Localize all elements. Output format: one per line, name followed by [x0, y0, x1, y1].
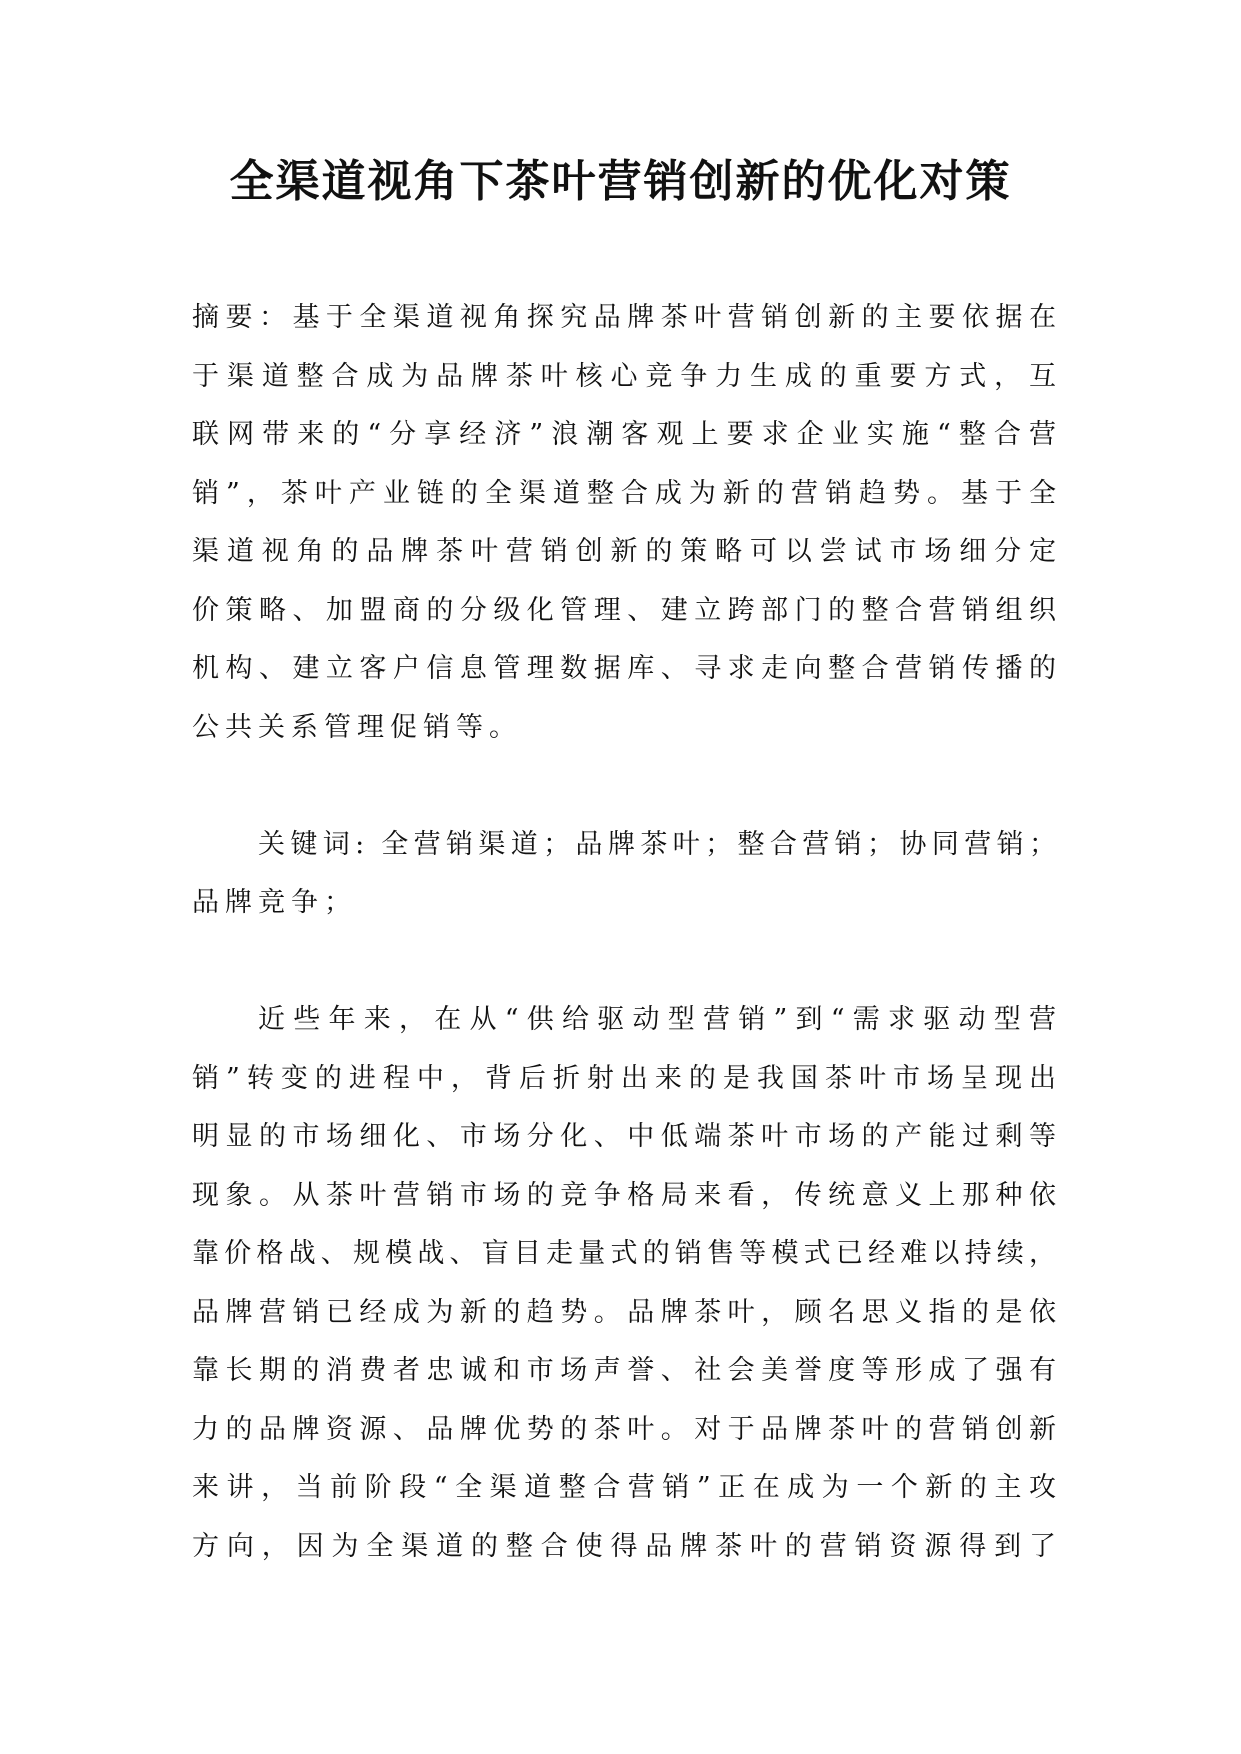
body-line: 品牌营销已经成为新的趋势。品牌茶叶，顾名思义指的是依	[192, 1296, 1059, 1328]
keywords-line: 关键词: 全营销渠道；品牌茶叶；整合营销；协同营销；	[258, 828, 1059, 860]
body-line: 近些年来，在从“供给驱动型营销”到“需求驱动型营	[258, 1004, 1059, 1035]
body-paragraph	[192, 991, 1059, 1576]
keywords-paragraph	[192, 816, 1059, 933]
body-line: 力的品牌资源、品牌优势的茶叶。对于品牌茶叶的营销创新	[192, 1413, 1059, 1445]
abstract-line: 于渠道整合成为品牌茶叶核心竞争力生成的重要方式，互	[192, 360, 1059, 392]
body-line: 靠价格战、规模战、盲目走量式的销售等模式已经难以持续，	[192, 1238, 1059, 1269]
abstract-line: 渠道视角的品牌茶叶营销创新的策略可以尝试市场细分定	[192, 536, 1059, 567]
abstract-line: 公共关系管理促销等。	[192, 711, 522, 743]
abstract-line: 联网带来的“分享经济”浪潮客观上要求企业实施“整合营	[192, 419, 1059, 450]
body-line: 靠长期的消费者忠诚和市场声誉、社会美誉度等形成了强有	[192, 1355, 1059, 1386]
document-body	[192, 289, 1059, 1635]
body-line: 销”转变的进程中，背后折射出来的是我国茶叶市场呈现出	[192, 1062, 1059, 1094]
abstract-line: 摘要：基于全渠道视角探究品牌茶叶营销创新的主要依据在	[192, 302, 1059, 333]
body-line: 现象。从茶叶营销市场的竞争格局来看，传统意义上那种依	[192, 1179, 1059, 1211]
document-title: 全渠道视角下茶叶营销创新的优化对策	[229, 156, 1012, 207]
abstract-line: 机构、建立客户信息管理数据库、寻求走向整合营销传播的	[192, 653, 1059, 684]
keywords-line: 品牌竞争；	[192, 887, 357, 918]
body-line: 明显的市场细化、市场分化、中低端茶叶市场的产能过剩等	[192, 1121, 1059, 1152]
abstract-line: 销”，茶叶产业链的全渠道整合成为新的营销趋势。基于全	[192, 477, 1059, 509]
abstract-line: 价策略、加盟商的分级化管理、建立跨部门的整合营销组织	[192, 594, 1059, 626]
body-line: 方向，因为全渠道的整合使得品牌茶叶的营销资源得到了	[192, 1530, 1059, 1562]
body-line: 来讲，当前阶段“全渠道整合营销”正在成为一个新的主攻	[192, 1472, 1059, 1503]
abstract-paragraph	[192, 289, 1059, 757]
